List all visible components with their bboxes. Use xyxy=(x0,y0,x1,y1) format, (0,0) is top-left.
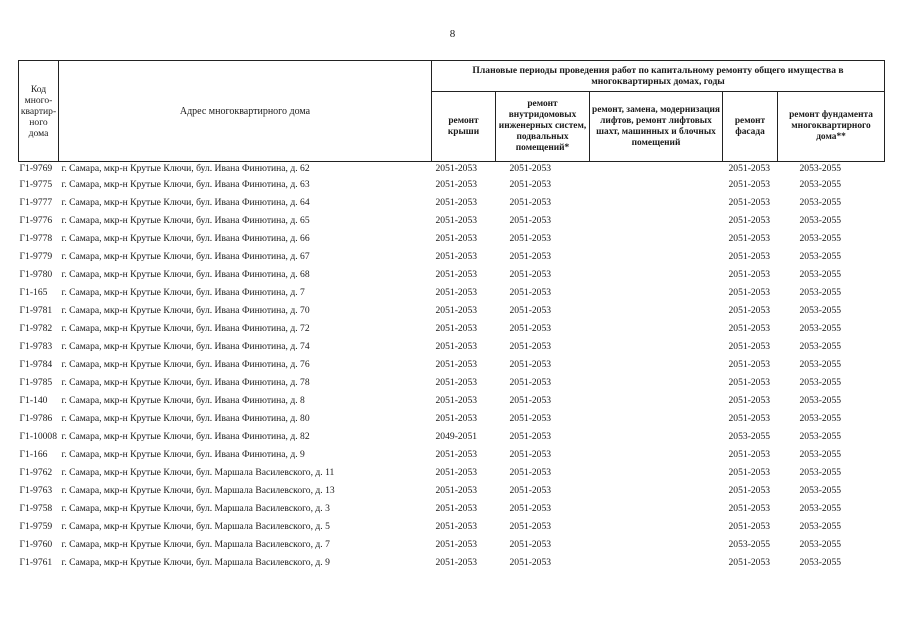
roof-period: 2051-2053 xyxy=(435,359,478,370)
header-code: Код много-квартир-ного дома xyxy=(19,61,59,162)
engineering-period: 2051-2053 xyxy=(509,359,552,370)
table-row xyxy=(19,194,885,212)
house-code: Г1-10008 xyxy=(19,431,58,442)
house-address: г. Самара, мкр-н Крутые Ключи, бул. Маршала Василевского, д. 11 xyxy=(61,467,335,478)
lift-period xyxy=(590,392,723,410)
house-address: г. Самара, мкр-н Крутые Ключи, бул. Ивана Финютина, д. 67 xyxy=(61,251,310,262)
house-address: г. Самара, мкр-н Крутые Ключи, бул. Ивана Финютина, д. 76 xyxy=(61,359,310,370)
house-address: г. Самара, мкр-н Крутые Ключи, бул. Маршала Василевского, д. 9 xyxy=(61,557,330,568)
roof-period: 2049-2051 xyxy=(435,431,478,442)
lift-period xyxy=(590,320,723,338)
table-row xyxy=(19,392,885,410)
foundation-period: 2053-2055 xyxy=(799,413,842,424)
house-address: г. Самара, мкр-н Крутые Ключи, бул. Маршала Василевского, д. 13 xyxy=(61,485,335,496)
engineering-period: 2051-2053 xyxy=(509,395,552,406)
lift-period xyxy=(590,302,723,320)
engineering-period: 2051-2053 xyxy=(509,323,552,334)
house-code: Г1-165 xyxy=(19,287,48,298)
engineering-period: 2051-2053 xyxy=(509,215,552,226)
foundation-period: 2053-2055 xyxy=(799,163,842,174)
table-row xyxy=(19,500,885,518)
foundation-period: 2053-2055 xyxy=(799,395,842,406)
house-address: г. Самара, мкр-н Крутые Ключи, бул. Маршала Василевского, д. 7 xyxy=(61,539,330,550)
engineering-period: 2051-2053 xyxy=(509,521,552,532)
foundation-period: 2053-2055 xyxy=(799,539,842,550)
table-row xyxy=(19,320,885,338)
house-address: г. Самара, мкр-н Крутые Ключи, бул. Ивана Финютина, д. 68 xyxy=(61,269,310,280)
foundation-period: 2053-2055 xyxy=(799,377,842,388)
house-address: г. Самара, мкр-н Крутые Ключи, бул. Ивана Финютина, д. 78 xyxy=(61,377,310,388)
roof-period: 2051-2053 xyxy=(435,269,478,280)
engineering-period: 2051-2053 xyxy=(509,503,552,514)
foundation-period: 2053-2055 xyxy=(799,215,842,226)
facade-period: 2051-2053 xyxy=(728,557,771,568)
header-planned-periods: Плановые периоды проведения работ по капитальному ремонту общего имущества в многоквартирных домах, годы xyxy=(432,61,885,92)
table-row xyxy=(19,162,885,177)
foundation-period: 2053-2055 xyxy=(799,269,842,280)
foundation-period: 2053-2055 xyxy=(799,503,842,514)
roof-period: 2051-2053 xyxy=(435,305,478,316)
table-row xyxy=(19,248,885,266)
lift-period xyxy=(590,338,723,356)
house-code: Г1-9783 xyxy=(19,341,53,352)
header-engineering: ремонт внутридомовых инженерных систем, подвальных помещений* xyxy=(496,92,590,162)
table-row xyxy=(19,212,885,230)
foundation-period: 2053-2055 xyxy=(799,233,842,244)
roof-period: 2051-2053 xyxy=(435,449,478,460)
table-row xyxy=(19,410,885,428)
facade-period: 2051-2053 xyxy=(728,197,771,208)
lift-period xyxy=(590,518,723,536)
table-row xyxy=(19,374,885,392)
house-address: г. Самара, мкр-н Крутые Ключи, бул. Ивана Финютина, д. 7 xyxy=(61,287,305,298)
table-row xyxy=(19,284,885,302)
facade-period: 2051-2053 xyxy=(728,467,771,478)
lift-period xyxy=(590,374,723,392)
foundation-period: 2053-2055 xyxy=(799,323,842,334)
roof-period: 2051-2053 xyxy=(435,163,478,174)
roof-period: 2051-2053 xyxy=(435,467,478,478)
engineering-period: 2051-2053 xyxy=(509,539,552,550)
engineering-period: 2051-2053 xyxy=(509,413,552,424)
lift-period xyxy=(590,482,723,500)
page-number: 8 xyxy=(449,28,456,40)
roof-period: 2051-2053 xyxy=(435,179,478,190)
house-code: Г1-9777 xyxy=(19,197,53,208)
facade-period: 2051-2053 xyxy=(728,163,771,174)
lift-period xyxy=(590,284,723,302)
roof-period: 2051-2053 xyxy=(435,287,478,298)
house-address: г. Самара, мкр-н Крутые Ключи, бул. Ивана Финютина, д. 82 xyxy=(61,431,310,442)
engineering-period: 2051-2053 xyxy=(509,341,552,352)
house-address: г. Самара, мкр-н Крутые Ключи, бул. Ивана Финютина, д. 74 xyxy=(61,341,310,352)
table-row xyxy=(19,464,885,482)
house-code: Г1-9786 xyxy=(19,413,53,424)
foundation-period: 2053-2055 xyxy=(799,197,842,208)
foundation-period: 2053-2055 xyxy=(799,557,842,568)
house-code: Г1-9769 xyxy=(19,162,59,177)
house-code: Г1-9778 xyxy=(19,233,53,244)
header-foundation: ремонт фундамента многоквартирного дома** xyxy=(778,92,885,162)
facade-period: 2053-2055 xyxy=(728,539,771,550)
facade-period: 2053-2055 xyxy=(728,431,771,442)
foundation-period: 2053-2055 xyxy=(799,449,842,460)
engineering-period: 2051-2053 xyxy=(509,251,552,262)
engineering-period: 2051-2053 xyxy=(509,485,552,496)
foundation-period: 2053-2055 xyxy=(799,359,842,370)
foundation-period: 2053-2055 xyxy=(799,431,842,442)
facade-period: 2051-2053 xyxy=(728,179,771,190)
facade-period: 2051-2053 xyxy=(728,287,771,298)
house-code: Г1-9761 xyxy=(19,557,53,568)
house-address: г. Самара, мкр-н Крутые Ключи, бул. Маршала Василевского, д. 3 xyxy=(61,503,330,514)
roof-period: 2051-2053 xyxy=(435,395,478,406)
engineering-period: 2051-2053 xyxy=(509,233,552,244)
table-row xyxy=(19,356,885,374)
house-address: г. Самара, мкр-н Крутые Ключи, бул. Ивана Финютина, д. 72 xyxy=(61,323,310,334)
lift-period xyxy=(590,446,723,464)
roof-period: 2051-2053 xyxy=(435,557,478,568)
lift-period xyxy=(590,536,723,554)
roof-period: 2051-2053 xyxy=(435,251,478,262)
roof-period: 2051-2053 xyxy=(435,377,478,388)
table-row xyxy=(19,428,885,446)
house-code: Г1-166 xyxy=(19,449,48,460)
foundation-period: 2053-2055 xyxy=(799,467,842,478)
foundation-period: 2053-2055 xyxy=(799,485,842,496)
table-row xyxy=(19,446,885,464)
table-header xyxy=(19,61,885,162)
header-lift: ремонт, замена, модернизация лифтов, ремонт лифтовых шахт, машинных и блочных помещений xyxy=(590,92,723,162)
lift-period xyxy=(590,428,723,446)
lift-period xyxy=(590,230,723,248)
house-address: г. Самара, мкр-н Крутые Ключи, бул. Ивана Финютина, д. 65 xyxy=(61,215,310,226)
lift-period xyxy=(590,356,723,374)
header-address: Адрес многоквартирного дома xyxy=(59,61,432,162)
house-code: Г1-9762 xyxy=(19,467,53,478)
house-code: Г1-9760 xyxy=(19,539,53,550)
house-code: Г1-9780 xyxy=(19,269,53,280)
house-code: Г1-9781 xyxy=(19,305,53,316)
house-address: г. Самара, мкр-н Крутые Ключи, бул. Ивана Финютина, д. 9 xyxy=(61,449,305,460)
lift-period xyxy=(590,464,723,482)
house-address: г. Самара, мкр-н Крутые Ключи, бул. Ивана Финютина, д. 80 xyxy=(61,413,310,424)
facade-period: 2051-2053 xyxy=(728,521,771,532)
house-address: г. Самара, мкр-н Крутые Ключи, бул. Маршала Василевского, д. 5 xyxy=(61,521,330,532)
lift-period xyxy=(590,266,723,284)
table-row xyxy=(19,536,885,554)
lift-period xyxy=(590,176,723,194)
house-code: Г1-9779 xyxy=(19,251,53,262)
facade-period: 2051-2053 xyxy=(728,395,771,406)
facade-period: 2051-2053 xyxy=(728,251,771,262)
roof-period: 2051-2053 xyxy=(435,323,478,334)
facade-period: 2051-2053 xyxy=(728,269,771,280)
table-row xyxy=(19,518,885,536)
house-address: г. Самара, мкр-н Крутые Ключи, бул. Ивана Финютина, д. 8 xyxy=(61,395,305,406)
engineering-period: 2051-2053 xyxy=(509,269,552,280)
table-row xyxy=(19,176,885,194)
facade-period: 2051-2053 xyxy=(728,359,771,370)
facade-period: 2051-2053 xyxy=(728,377,771,388)
house-code: Г1-9758 xyxy=(19,503,53,514)
facade-period: 2051-2053 xyxy=(728,305,771,316)
engineering-period: 2051-2053 xyxy=(509,377,552,388)
roof-period: 2051-2053 xyxy=(435,485,478,496)
house-address: г. Самара, мкр-н Крутые Ключи, бул. Ивана Финютина, д. 63 xyxy=(61,179,310,190)
facade-period: 2051-2053 xyxy=(728,233,771,244)
table-row xyxy=(19,230,885,248)
roof-period: 2051-2053 xyxy=(435,341,478,352)
lift-period xyxy=(590,500,723,518)
facade-period: 2051-2053 xyxy=(728,503,771,514)
roof-period: 2051-2053 xyxy=(435,413,478,424)
house-code: Г1-9763 xyxy=(19,485,53,496)
header-facade: ремонт фасада xyxy=(723,92,778,162)
facade-period: 2051-2053 xyxy=(728,449,771,460)
engineering-period: 2051-2053 xyxy=(509,431,552,442)
table-row xyxy=(19,482,885,500)
roof-period: 2051-2053 xyxy=(435,197,478,208)
table-row xyxy=(19,554,885,572)
engineering-period: 2051-2053 xyxy=(509,449,552,460)
table-row xyxy=(19,338,885,356)
foundation-period: 2053-2055 xyxy=(799,305,842,316)
engineering-period: 2051-2053 xyxy=(509,287,552,298)
lift-period xyxy=(590,410,723,428)
house-code: Г1-9776 xyxy=(19,215,53,226)
lift-period xyxy=(590,162,723,177)
foundation-period: 2053-2055 xyxy=(799,341,842,352)
house-code: Г1-140 xyxy=(19,395,48,406)
house-code: Г1-9782 xyxy=(19,323,53,334)
header-roof: ремонт крыши xyxy=(432,92,496,162)
house-code: Г1-9759 xyxy=(19,521,53,532)
engineering-period: 2051-2053 xyxy=(509,467,552,478)
house-code: Г1-9784 xyxy=(19,359,53,370)
facade-period: 2051-2053 xyxy=(728,323,771,334)
house-code: Г1-9775 xyxy=(19,179,53,190)
facade-period: 2051-2053 xyxy=(728,341,771,352)
table-body xyxy=(19,162,885,573)
roof-period: 2051-2053 xyxy=(435,215,478,226)
foundation-period: 2053-2055 xyxy=(799,287,842,298)
engineering-period: 2051-2053 xyxy=(509,197,552,208)
engineering-period: 2051-2053 xyxy=(509,179,552,190)
engineering-period: 2051-2053 xyxy=(509,557,552,568)
facade-period: 2051-2053 xyxy=(728,413,771,424)
lift-period xyxy=(590,248,723,266)
roof-period: 2051-2053 xyxy=(435,521,478,532)
foundation-period: 2053-2055 xyxy=(799,179,842,190)
repair-schedule-table-wrapper xyxy=(18,60,884,572)
foundation-period: 2053-2055 xyxy=(799,521,842,532)
foundation-period: 2053-2055 xyxy=(799,251,842,262)
house-address: г. Самара, мкр-н Крутые Ключи, бул. Ивана Финютина, д. 66 xyxy=(61,233,310,244)
roof-period: 2051-2053 xyxy=(435,503,478,514)
engineering-period: 2051-2053 xyxy=(509,163,552,174)
repair-schedule-table xyxy=(18,60,885,572)
lift-period xyxy=(590,194,723,212)
house-address: г. Самара, мкр-н Крутые Ключи, бул. Ивана Финютина, д. 62 xyxy=(59,162,432,177)
lift-period xyxy=(590,554,723,572)
facade-period: 2051-2053 xyxy=(728,215,771,226)
table-row xyxy=(19,302,885,320)
house-code: Г1-9785 xyxy=(19,377,53,388)
roof-period: 2051-2053 xyxy=(435,233,478,244)
engineering-period: 2051-2053 xyxy=(509,305,552,316)
lift-period xyxy=(590,212,723,230)
facade-period: 2051-2053 xyxy=(728,485,771,496)
roof-period: 2051-2053 xyxy=(435,539,478,550)
table-row xyxy=(19,266,885,284)
house-address: г. Самара, мкр-н Крутые Ключи, бул. Ивана Финютина, д. 70 xyxy=(61,305,310,316)
house-address: г. Самара, мкр-н Крутые Ключи, бул. Ивана Финютина, д. 64 xyxy=(61,197,310,208)
